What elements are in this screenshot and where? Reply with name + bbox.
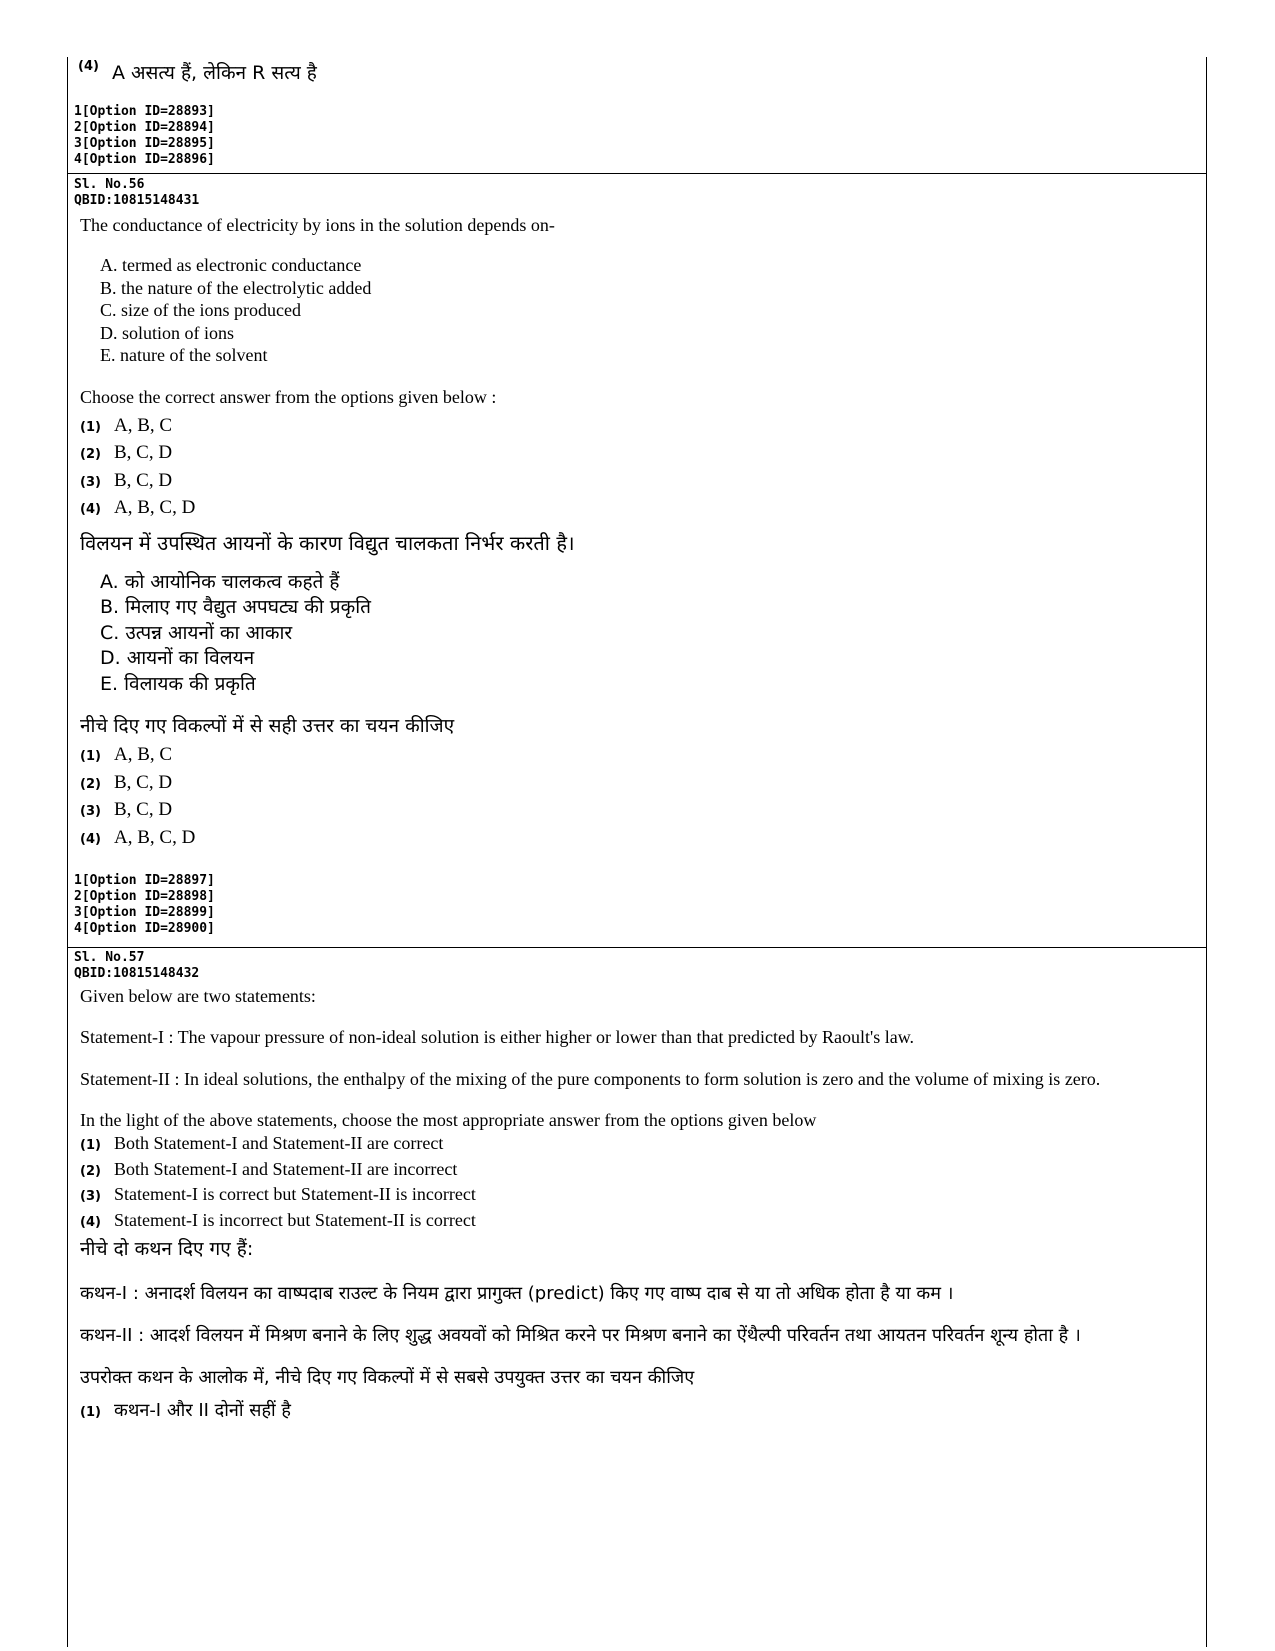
option-row [80,439,1206,467]
option-row [80,1182,1206,1208]
option-text: कथन-I और II दोनों सहीं है [114,1400,291,1421]
option-id: 2[Option ID=28898] [74,889,215,904]
option-number: (3) [80,804,101,819]
intro-hi: नीचे दो कथन दिए गए हैं: [80,1238,254,1260]
option-row [80,494,1206,522]
option-text: B, C, D [114,469,173,491]
option-row [80,1208,1206,1234]
statement-item: D. आयनों का विलयन [100,647,255,669]
option-id: 4[Option ID=28900] [74,921,215,936]
option-number: (4) [78,59,99,74]
choose-instruction-en: In the light of the above statements, choose the most appropriate answer from the options given below [80,1110,817,1130]
option-number: (2) [80,1163,101,1179]
qbid: QBID:10815148431 [74,193,200,208]
option-text: A असत्य हैं, लेकिन R सत्य है [112,62,317,84]
serial-number: Sl. No.56 [74,177,145,192]
option-number: (4) [80,1214,101,1230]
option-id: 1[Option ID=28897] [74,873,215,888]
page-frame [67,57,1207,1647]
option-text: Statement-I is correct but Statement-II is incorrect [114,1184,476,1204]
option-id-list [74,104,1206,168]
option-number: (1) [80,749,101,764]
question-56 [68,177,1206,937]
option-number: (4) [80,502,101,517]
options-hi [68,741,1206,851]
option-id: 3[Option ID=28899] [74,905,215,920]
question-header [74,950,1206,982]
statement-item: E. nature of the solvent [100,345,268,365]
option-text: Both Statement-I and Statement-II are incorrect [114,1158,458,1179]
statement-1-hi: कथन-I : अनादर्श विलयन का वाष्पदाब राउल्ट के नियम द्वारा प्रागुक्त (predict) किए गए वाष्प दाब से या तो अधिक होता है या कम । [80,1283,954,1304]
statement-item: C. size of the ions produced [100,300,301,320]
option-number: (3) [80,1189,101,1204]
choose-instruction-en: Choose the correct answer from the options given below : [80,386,497,407]
option-number: (1) [80,419,101,435]
qbid: QBID:10815148432 [74,966,200,981]
option-text: B, C, D [114,442,173,463]
option-number: (1) [80,1138,101,1153]
statement-item: D. solution of ions [100,322,235,343]
option-row [80,1396,1206,1426]
option-id-list [74,873,1206,937]
statement-2-hi: कथन-II : आदर्श विलयन में मिश्रण बनाने के लिए शुद्ध अवयवों को मिश्रित करने पर मिश्रण बनाने का ऐंथैल्पी परिवर्तन तथा आयतन परिवर्तन शून्य होता है । [80,1325,1081,1346]
option-number: (4) [80,831,101,847]
option-id: 1[Option ID=28893] [74,104,215,119]
statement-list-hi [100,570,1206,698]
option-text: Statement-I is incorrect but Statement-II is correct [114,1209,476,1230]
question-text-hi: विलयन में उपस्थित आयनों के कारण विद्युत चालकता निर्भर करती है। [80,530,575,555]
question-header [74,177,1206,209]
option-text: A, B, C, D [114,826,196,848]
option-row [80,467,1206,495]
option-text: A, B, C, D [114,497,196,518]
question-text-en: The conductance of electricity by ions in the solution depends on- [80,215,555,235]
option-row [80,412,1206,440]
serial-number: Sl. No.57 [74,950,145,965]
choose-instruction-hi: उपरोक्त कथन के आलोक में, नीचे दिए गए विकल्पों में से सबसे उपयुक्त उत्तर का चयन कीजिए [80,1367,695,1388]
options-en [68,1131,1206,1233]
option-number: (2) [80,447,101,462]
options-hi [68,1396,1206,1426]
question-57 [68,950,1206,1426]
intro-en: Given below are two statements: [80,986,316,1006]
option-row [80,769,1206,797]
statement-2-en: Statement-II : In ideal solutions, the enthalpy of the mixing of the pure components to form solution is zero and the volume of mixing is zero. [80,1069,1101,1089]
option-number: (1) [80,1405,101,1420]
statement-item: A. termed as electronic conductance [100,255,362,275]
option-id: 2[Option ID=28894] [74,120,215,135]
option-number: (3) [80,474,101,490]
statement-item: A. को आयोनिक चालकत्व कहते हैं [100,570,340,593]
option-number: (2) [80,776,101,792]
statement-item: B. मिलाए गए वैद्युत अपघट्य की प्रकृति [100,596,371,618]
option-text: B, C, D [114,799,173,820]
option-row [80,796,1206,824]
section-divider [68,173,1206,174]
option-text: B, C, D [114,771,173,793]
option-text: A, B, C [114,744,173,765]
section-divider [68,947,1206,948]
option-text: A, B, C [114,414,173,436]
statement-item: E. विलायक की प्रकृति [100,672,256,695]
statement-1-en: Statement-I : The vapour pressure of non-ideal solution is either higher or lower than that predicted by Raoult's law. [80,1027,915,1047]
option-row [80,824,1206,852]
options-en [68,412,1206,522]
option-row [80,741,1206,769]
choose-instruction-hi: नीचे दिए गए विकल्पों में से सही उत्तर का चयन कीजिए [80,715,455,737]
statement-list-en [100,254,1206,367]
option-id: 4[Option ID=28896] [74,152,215,167]
statement-item: B. the nature of the electrolytic added [100,277,372,298]
option-row [80,1157,1206,1183]
option-text: Both Statement-I and Statement-II are correct [114,1133,444,1153]
previous-question-tail [68,57,1206,168]
option-id: 3[Option ID=28895] [74,136,215,151]
option-row [80,1131,1206,1157]
option-row [78,57,1206,89]
statement-item: C. उत्पन्न आयनों का आकार [100,621,293,644]
